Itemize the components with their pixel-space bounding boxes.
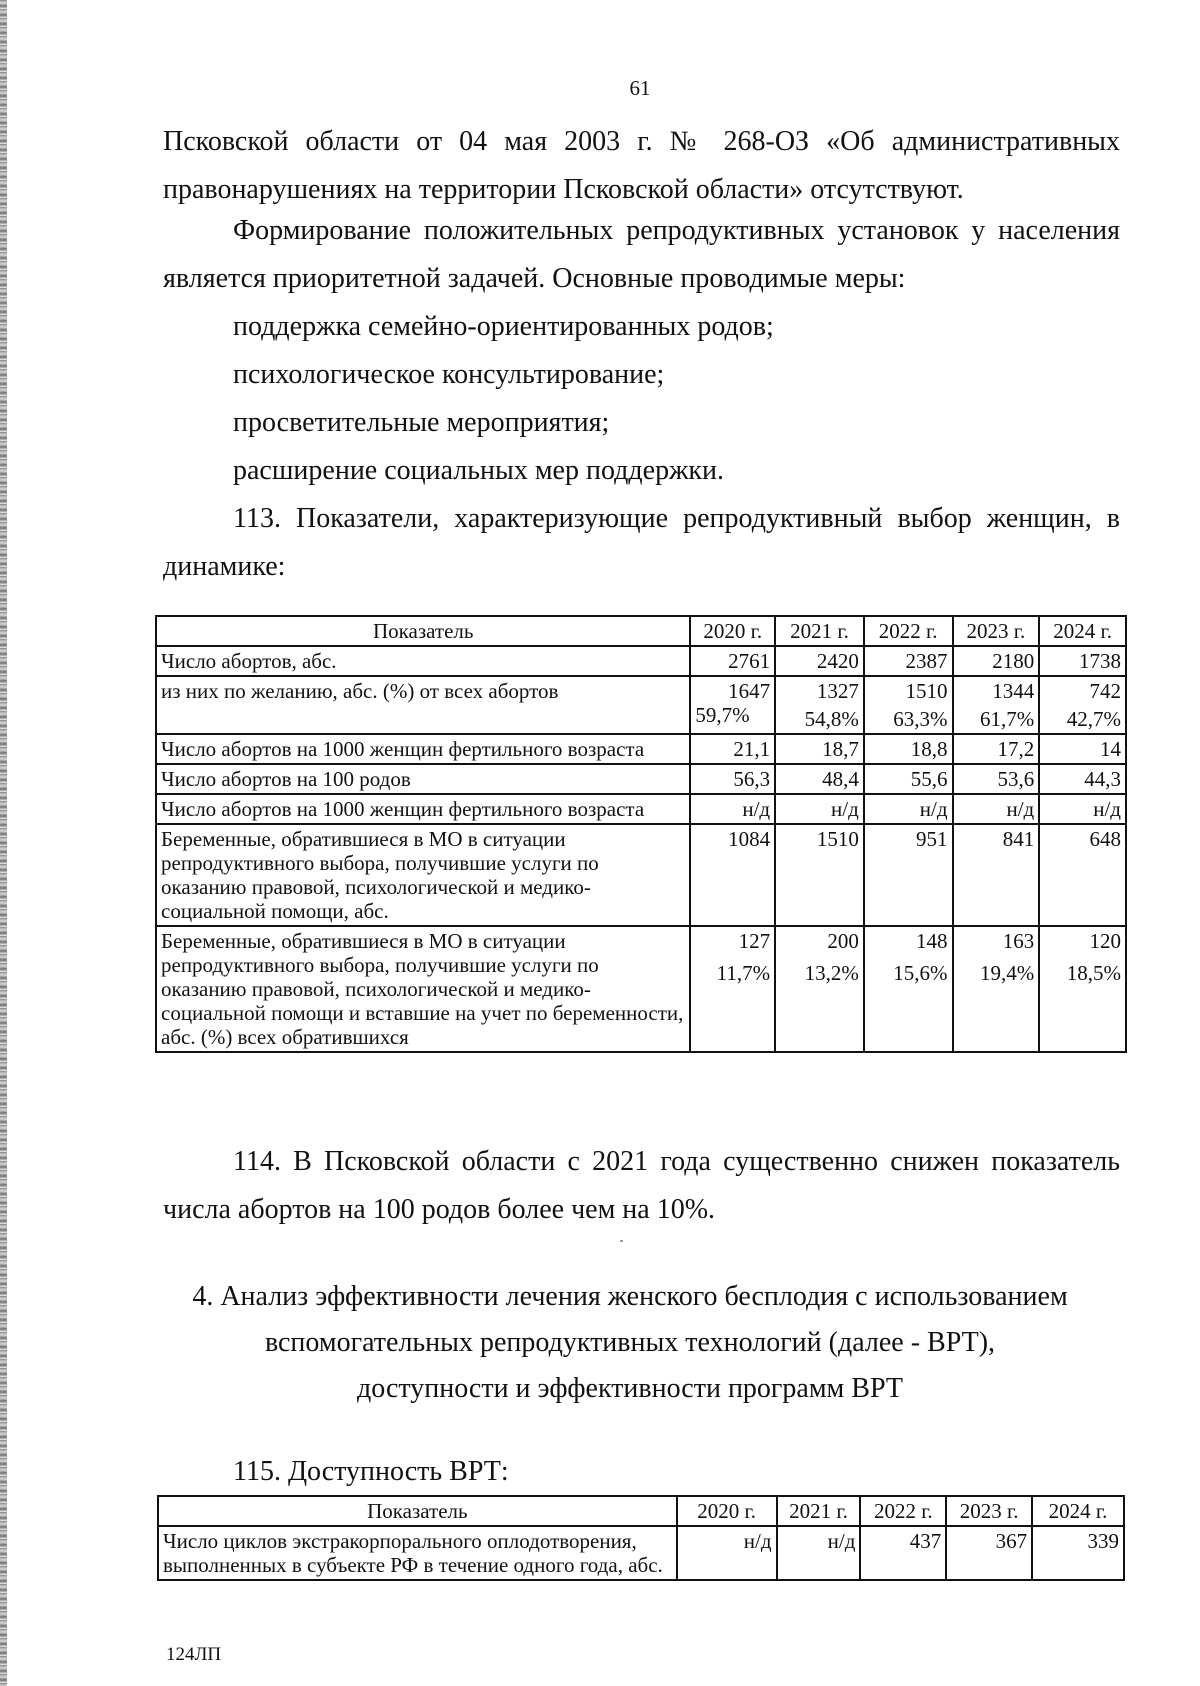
value-pct: 13,2% [804, 961, 859, 985]
value-pct: 54,8% [804, 707, 859, 731]
value-pct: 59,7% [695, 703, 750, 727]
row-label: Число абортов на 100 родов [156, 764, 690, 794]
value-abs: 163 [1002, 929, 1035, 953]
value-cell [1039, 926, 1126, 1052]
row-label: Беременные, обратившиеся в МО в ситуации репродуктивного выбора, получившие услуги по оказанию правовой, психологической и медико-социальной помощи, абс. [156, 824, 690, 926]
header-cell: Показатель [158, 1496, 677, 1526]
paragraph-114-text: 114. В Псковской области с 2021 года существенно снижен показатель числа абортов на 100 родов более чем на 10%. [163, 1146, 1120, 1225]
value-cell: н/д [1039, 794, 1126, 824]
value-cell: 17,2 [953, 734, 1040, 764]
value-cell: 44,3 [1039, 764, 1126, 794]
art-availability-table [157, 1495, 1125, 1581]
table-row [156, 734, 1126, 764]
table-row [156, 764, 1126, 794]
header-cell: 2020 г. [677, 1496, 777, 1526]
heading-line: доступности и эффективности программ ВРТ [357, 1373, 903, 1404]
header-cell: 2020 г. [690, 616, 775, 646]
measure-item: просветительные мероприятия; [233, 407, 610, 438]
heading-line: вспомогательных репродуктивных технологий (далее - ВРТ), [264, 1327, 996, 1358]
value-cell: 2420 [775, 646, 864, 676]
scan-edge-decoration [0, 0, 7, 1686]
value-cell: 2761 [690, 646, 775, 676]
table-header-row [158, 1496, 1124, 1526]
value-cell [864, 926, 953, 1052]
value-cell: 437 [860, 1526, 946, 1580]
table-row [156, 646, 1126, 676]
header-cell: 2022 г. [860, 1496, 946, 1526]
value-abs: 127 [738, 929, 771, 953]
value-pct: 15,6% [893, 961, 948, 985]
header-cell: Показатель [156, 616, 690, 646]
table-row [156, 926, 1126, 1052]
value-cell [690, 676, 775, 734]
measures-intro-paragraph: Формирование положительных репродуктивных установок у населения является приоритетной задачей. Основные проводимые меры: [163, 215, 1120, 294]
value-cell: 53,6 [953, 764, 1040, 794]
footer-code: 124ЛП [166, 1644, 222, 1665]
value-cell: 2180 [953, 646, 1040, 676]
reproductive-choice-table [155, 615, 1127, 1053]
value-pct: 42,7% [1066, 707, 1121, 731]
value-cell: 339 [1032, 1526, 1124, 1580]
table-row [156, 794, 1126, 824]
header-cell: 2021 г. [775, 616, 864, 646]
value-cell: 18,8 [864, 734, 953, 764]
value-abs: 742 [1089, 679, 1121, 703]
row-label: Число абортов, абс. [156, 646, 690, 676]
value-cell: 367 [946, 1526, 1032, 1580]
value-abs: 1510 [905, 679, 948, 703]
value-pct: 18,5% [1066, 961, 1121, 985]
value-cell [953, 926, 1040, 1052]
row-label: из них по желанию, абс. (%) от всех абортов [156, 676, 690, 734]
value-cell [953, 676, 1040, 734]
intro-paragraph [163, 118, 1120, 214]
table-row [156, 676, 1126, 734]
value-cell [775, 676, 864, 734]
scan-speck [620, 1240, 623, 1242]
value-abs: 1344 [992, 679, 1035, 703]
value-pct: 19,4% [979, 961, 1035, 985]
measure-item: психологическое консультирование; [233, 359, 665, 390]
paragraph-115 [163, 1448, 1120, 1496]
measures-block [163, 207, 1120, 591]
value-abs: 1647 [728, 679, 771, 703]
row-label: Число абортов на 1000 женщин фертильного возраста [156, 794, 690, 824]
header-cell: 2023 г. [953, 616, 1040, 646]
value-abs: 200 [827, 929, 859, 953]
header-cell: 2024 г. [1039, 616, 1126, 646]
page-number: 61 [629, 76, 651, 100]
header-cell: 2023 г. [946, 1496, 1032, 1526]
value-cell: 1738 [1039, 646, 1126, 676]
table-header-row [156, 616, 1126, 646]
value-cell: н/д [777, 1526, 861, 1580]
value-cell: 1510 [775, 824, 864, 926]
value-cell: 951 [864, 824, 953, 926]
value-cell: 2387 [864, 646, 953, 676]
value-cell: 55,6 [864, 764, 953, 794]
table-row [158, 1526, 1124, 1580]
row-label: Беременные, обратившиеся в МО в ситуации репродуктивного выбора, получившие услуги по оказанию правовой, психологической и медико-социальной помощи и вставшие на учет по беременности, абс. (%) всех обратившихся [156, 926, 690, 1052]
value-cell: 48,4 [775, 764, 864, 794]
value-pct: 61,7% [979, 707, 1035, 731]
value-cell: н/д [775, 794, 864, 824]
value-cell [690, 926, 775, 1052]
table-row [156, 824, 1126, 926]
value-abs: 120 [1089, 929, 1121, 953]
value-abs: 148 [916, 929, 948, 953]
heading-line: 4. Анализ эффективности лечения женского бесплодия с использованием [192, 1281, 1068, 1312]
value-cell [864, 676, 953, 734]
value-cell [1039, 676, 1126, 734]
value-pct: 63,3% [893, 707, 948, 731]
paragraph-113: 113. Показатели, характеризующие репродуктивный выбор женщин, в динамике: [163, 503, 1120, 582]
value-cell: н/д [953, 794, 1040, 824]
value-cell: 648 [1039, 824, 1126, 926]
paragraph-114 [163, 1138, 1120, 1234]
value-abs: 1327 [816, 679, 859, 703]
value-cell: 14 [1039, 734, 1126, 764]
section-heading [130, 1274, 1130, 1412]
value-cell: 841 [953, 824, 1040, 926]
value-cell: 56,3 [690, 764, 775, 794]
value-cell [775, 926, 864, 1052]
header-cell: 2022 г. [864, 616, 953, 646]
value-cell: 21,1 [690, 734, 775, 764]
value-cell: 18,7 [775, 734, 864, 764]
measure-item: поддержка семейно-ориентированных родов; [233, 311, 774, 342]
row-label: Число циклов экстракорпорального оплодотворения, выполненных в субъекте РФ в течение одного года, абс. [158, 1526, 677, 1580]
value-cell: н/д [690, 794, 775, 824]
measure-item: расширение социальных мер поддержки. [233, 455, 725, 486]
intro-line-1: Псковской области от 04 мая 2003 г. № 268-ОЗ «Об административных [163, 126, 1120, 157]
row-label: Число абортов на 1000 женщин фертильного возраста [156, 734, 690, 764]
value-cell: н/д [677, 1526, 777, 1580]
value-pct: 11,7% [716, 961, 771, 985]
header-cell: 2024 г. [1032, 1496, 1124, 1526]
header-cell: 2021 г. [777, 1496, 861, 1526]
intro-line-2: правонарушениях на территории Псковской области» отсутствуют. [163, 174, 964, 205]
paragraph-115-text: 115. Доступность ВРТ: [233, 1456, 509, 1487]
value-cell: н/д [864, 794, 953, 824]
value-cell: 1084 [690, 824, 775, 926]
